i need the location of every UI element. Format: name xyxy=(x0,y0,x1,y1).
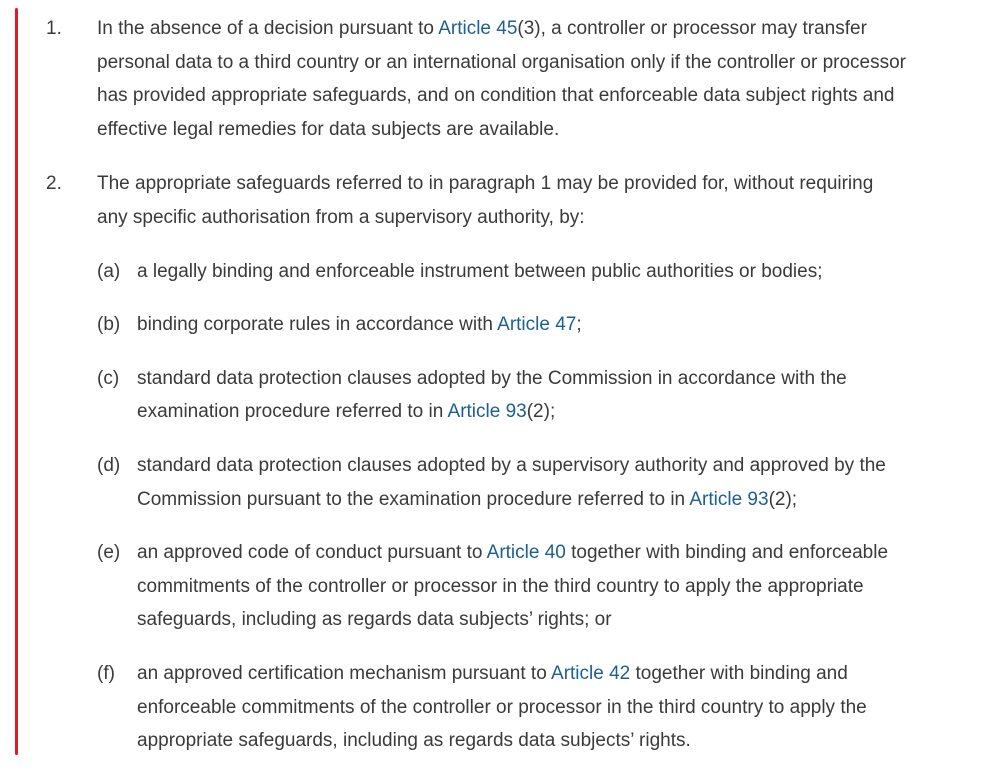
article-42-link[interactable]: Article 42 xyxy=(551,662,631,684)
point-a xyxy=(97,255,907,289)
paragraph-text: The appropriate safeguards referred to in paragraph 1 may be provided for, without requiring any specific authorisation from a supervisory authority, by: xyxy=(97,173,874,228)
paragraph-number: 2. xyxy=(46,173,62,195)
point-label: (b) xyxy=(97,314,121,336)
article-45-link[interactable]: Article 45 xyxy=(438,18,518,39)
point-text: an approved code of conduct pursuant to Article 40 together with binding and enforceable commitments of the controller or processor in the third country to apply the appropriate safeguards, including as regards data subjects’ rights; or xyxy=(137,542,889,631)
point-e xyxy=(97,536,907,637)
point-f xyxy=(97,657,907,758)
article-93-link[interactable]: Article 93 xyxy=(447,401,527,423)
paragraph-text: In the absence of a decision pursuant to Article 45(3), a controller or processor may transfer personal data to a third country or an international organisation only if the controller or processor has provided appropriate safeguards, and on condition that enforceable data subject rights and effective legal remedies for data subjects are available. xyxy=(97,18,907,140)
article-93-link[interactable]: Article 93 xyxy=(689,488,769,510)
point-label: (e) xyxy=(97,542,121,564)
paragraph-1 xyxy=(0,12,907,146)
point-text: a legally binding and enforceable instrument between public authorities or bodies; xyxy=(137,260,823,282)
point-text: binding corporate rules in accordance with Article 47; xyxy=(137,314,582,336)
point-label: (a) xyxy=(97,260,121,282)
paragraph-number: 1. xyxy=(46,18,62,39)
point-label: (f) xyxy=(97,662,115,684)
point-text: standard data protection clauses adopted by the Commission in accordance with the examination procedure referred to in Article 93(2); xyxy=(137,367,847,423)
point-text: standard data protection clauses adopted by a supervisory authority and approved by the Commission pursuant to the examination procedure referred to in Article 93(2); xyxy=(137,454,886,510)
paragraph-2 xyxy=(0,167,907,757)
point-label: (c) xyxy=(97,367,120,389)
point-list xyxy=(97,255,907,758)
point-d xyxy=(97,449,907,516)
point-c xyxy=(97,362,907,429)
point-label: (d) xyxy=(97,454,121,476)
article-40-link[interactable]: Article 40 xyxy=(486,542,566,564)
article-body xyxy=(0,12,1000,779)
article-47-link[interactable]: Article 47 xyxy=(497,314,577,336)
point-text: an approved certification mechanism pursuant to Article 42 together with binding and enforceable commitments of the controller or processor in the third country to apply the appropriate safeguards, including as regards data subjects’ rights. xyxy=(137,662,867,752)
point-b xyxy=(97,308,907,342)
